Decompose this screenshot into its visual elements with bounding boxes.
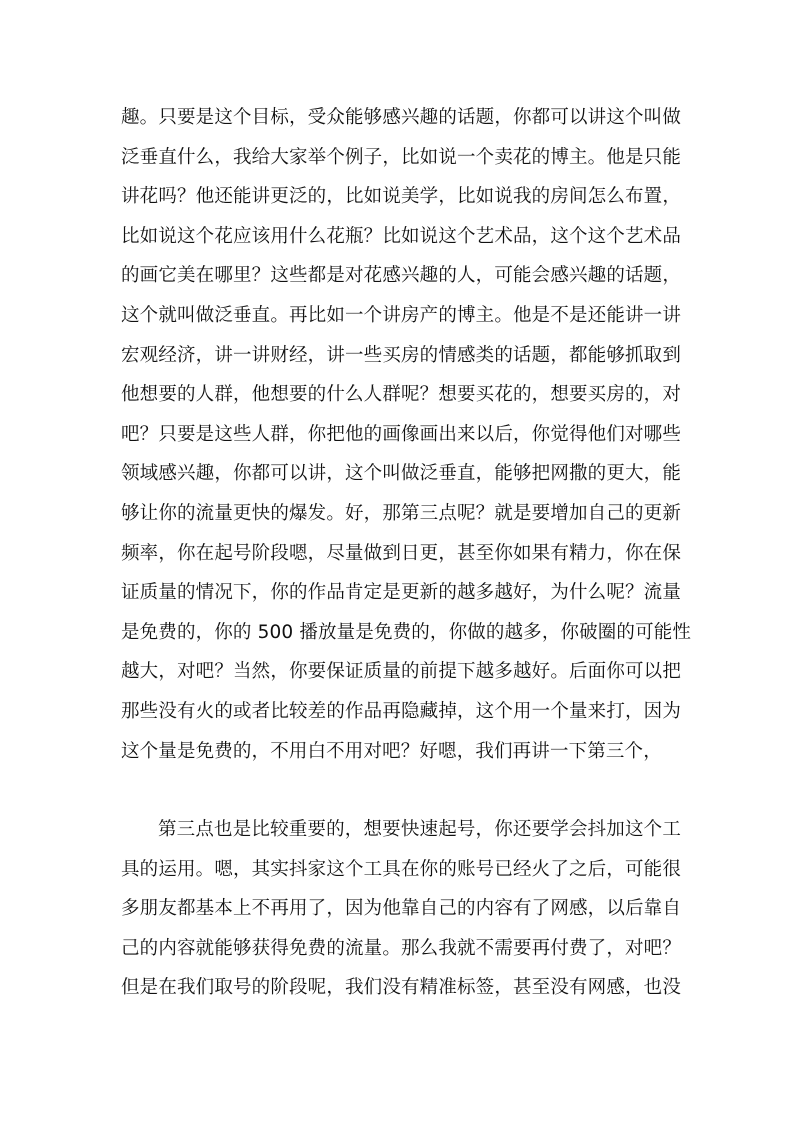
text-line: 但是在我们取号的阶段呢，我们没有精准标签，甚至没有网感，也没: [121, 977, 681, 999]
text-line: 这个量是免费的，不用白不用对吧？好嗯，我们再讲一下第三个，: [121, 740, 662, 762]
text-line: 他想要的人群，他想要的什么人群呢？想要买花的，想要买房的，对: [121, 384, 681, 406]
text-line: 是免费的，你的 500 播放量是免费的，你做的越多，你破圈的可能性: [121, 621, 692, 643]
text-line: 讲花吗？他还能讲更泛的，比如说美学，比如说我的房间怎么布置，: [121, 186, 681, 208]
text-line: 己的内容就能够获得免费的流量。那么我就不需要再付费了，对吧？: [121, 937, 681, 959]
text-line: 第三点也是比较重要的，想要快速起号，你还要学会抖加这个工: [158, 819, 681, 840]
text-line: 趣。只要是这个目标，受众能够感兴趣的话题，你都可以讲这个叫做: [121, 107, 681, 128]
text-line: 那些没有火的或者比较差的作品再隐藏掉，这个用一个量来打，因为: [121, 700, 681, 722]
text-line: 够让你的流量更快的爆发。好，那第三点呢？就是要增加自己的更新: [121, 502, 681, 524]
text-line: 领域感兴趣，你都可以讲，这个叫做泛垂直，能够把网撒的更大，能: [121, 463, 681, 485]
text-line: 这个就叫做泛垂直。再比如一个讲房产的博主。他是不是还能讲一讲: [121, 304, 681, 326]
text-line: 宏观经济，讲一讲财经，讲一些买房的情感类的话题，都能够抓取到: [121, 344, 681, 366]
text-line: 证质量的情况下，你的作品肯定是更新的越多越好，为什么呢？流量: [121, 582, 681, 604]
paragraph-1: [121, 98, 692, 771]
text-line: 的画它美在哪里？这些都是对花感兴趣的人，可能会感兴趣的话题，: [121, 265, 681, 287]
text-line: 吧？只要是这些人群，你把他的画像画出来以后，你觉得他们对哪些: [121, 423, 681, 445]
text-line: 多朋友都基本上不再用了，因为他靠自己的内容有了网感，以后靠自: [121, 898, 681, 920]
text-line: 频率，你在起号阶段嗯，尽量做到日更，甚至你如果有精力，你在保: [121, 542, 681, 564]
text-line: 越大，对吧？当然，你要保证质量的前提下越多越好。后面你可以把: [121, 661, 681, 683]
text-line: 具的运用。嗯，其实抖家这个工具在你的账号已经火了之后，可能很: [121, 858, 681, 880]
paragraph-2: [121, 810, 681, 1008]
text-line: 比如说这个花应该用什么花瓶？比如说这个艺术品，这个这个艺术品: [121, 225, 681, 247]
text-line: 泛垂直什么，我给大家举个例子，比如说一个卖花的博主。他是只能: [121, 146, 681, 168]
